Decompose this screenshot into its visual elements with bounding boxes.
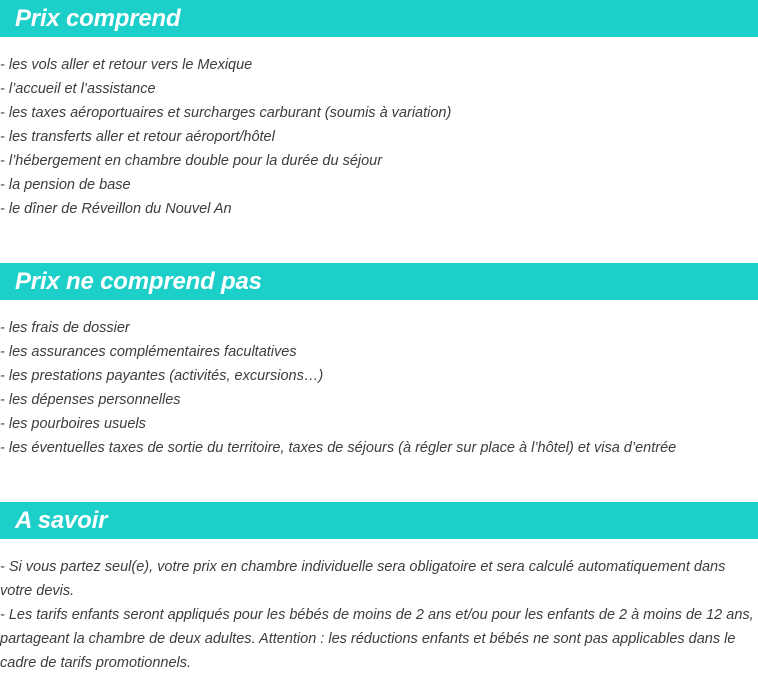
list-item: - l’accueil et l’assistance [0, 81, 156, 97]
section-header [0, 0, 758, 37]
list-item: - les taxes aéroportuaires et surcharges carburant (soumis à variation) [0, 105, 452, 121]
included-list [0, 53, 758, 221]
section-content [0, 300, 758, 460]
list-item: - les dépenses personnelles [0, 392, 181, 408]
section-title: A savoir [15, 506, 108, 534]
list-item: - les frais de dossier [0, 320, 130, 336]
section-a-savoir [0, 502, 758, 675]
list-item: - le dîner de Réveillon du Nouvel An [0, 201, 232, 217]
section-prix-ne-comprend-pas [0, 263, 758, 460]
section-header [0, 502, 758, 539]
section-content [0, 539, 758, 675]
section-prix-comprend [0, 0, 758, 221]
info-paragraph: - Les tarifs enfants seront appliqués pour les bébés de moins de 2 ans et/ou pour les enfants de 2 à moins de 12 ans, partageant la chambre de deux adultes. Attention : les réductions enfants et bébés ne sont pas applicables dans le cadre de tarifs promotionnels. [0, 607, 754, 671]
list-item: - les prestations payantes (activités, excursions…) [0, 368, 324, 384]
not-included-list [0, 316, 758, 460]
list-item: - les assurances complémentaires facultatives [0, 344, 297, 360]
list-item: - les vols aller et retour vers le Mexique [0, 57, 253, 73]
section-header [0, 263, 758, 300]
list-item: - l’hébergement en chambre double pour la durée du séjour [0, 153, 383, 169]
info-paragraph: - Si vous partez seul(e), votre prix en chambre individuelle sera obligatoire et sera calculé automatiquement dans votre devis. [0, 559, 726, 599]
list-item: - la pension de base [0, 177, 131, 193]
section-title: Prix comprend [15, 4, 181, 32]
list-item: - les pourboires usuels [0, 416, 146, 432]
section-title: Prix ne comprend pas [15, 267, 262, 295]
list-item: - les transferts aller et retour aéroport/hôtel [0, 129, 275, 145]
list-item: - les éventuelles taxes de sortie du territoire, taxes de séjours (à régler sur place à l’hôtel) et visa d’entrée [0, 440, 677, 456]
section-content [0, 37, 758, 221]
